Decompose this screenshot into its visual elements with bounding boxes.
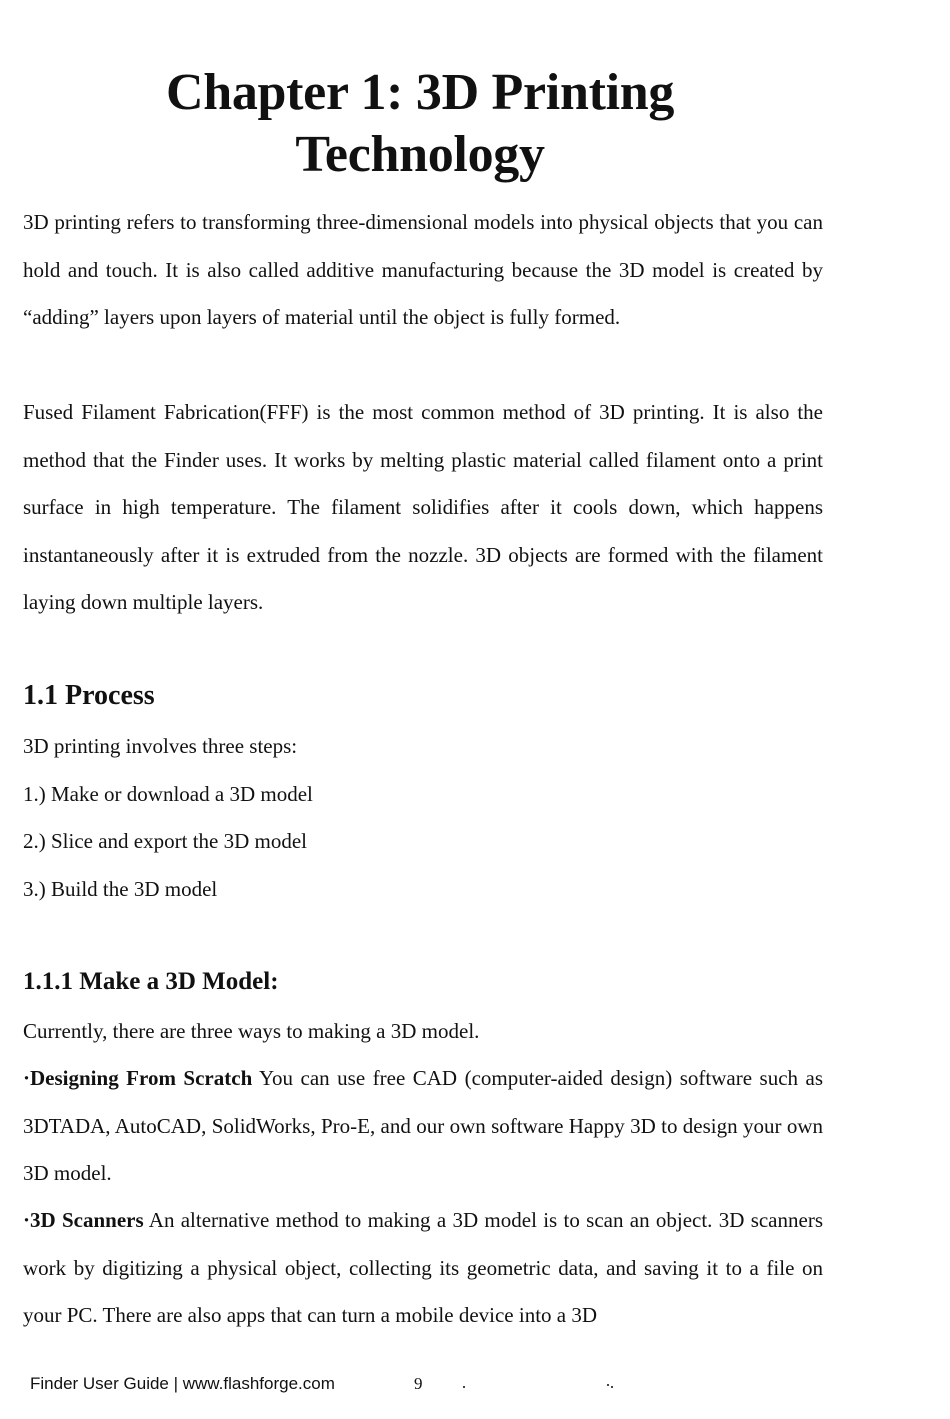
- footer-guide-link: Finder User Guide | www.flashforge.com: [30, 1374, 335, 1393]
- method-text: An alternative method to making a 3D model is to scan an object. 3D scanners work by digitizing a physical object, collecting its geometric data, and saving it to a file on your PC. There are also apps that can turn a mobile device into a 3D: [23, 1208, 823, 1327]
- chapter-title-line-1: Chapter 1: 3D Printing: [165, 64, 675, 121]
- make-model-intro: Currently, there are three ways to making a 3D model.: [23, 1019, 480, 1043]
- process-step-1: 1.) Make or download a 3D model: [23, 782, 313, 806]
- method-lead: ·3D Scanners: [23, 1208, 144, 1232]
- footer-mark: [463, 1386, 465, 1388]
- process-intro: 3D printing involves three steps:: [23, 734, 298, 758]
- process-heading: 1.1 Process: [23, 680, 155, 711]
- method-designing-from-scratch: [23, 1055, 823, 1198]
- process-step-2: 2.) Slice and export the 3D model: [23, 829, 308, 853]
- method-lead: ·Designing From Scratch: [23, 1066, 253, 1090]
- method-3d-scanners: [23, 1197, 823, 1340]
- footer-mark: [607, 1384, 609, 1386]
- intro-paragraph-1: 3D printing refers to transforming three-dimensional models into physical objects that you can hold and touch. It is also called additive manufacturing because the 3D model is created by “adding” layers upon layers of material until the object is fully formed.: [23, 210, 823, 329]
- chapter-title-line-2: Technology: [295, 126, 545, 183]
- page-number: 9: [414, 1374, 423, 1393]
- method-text: You can use free CAD (computer-aided design) software such as 3DTADA, AutoCAD, SolidWorks, Pro-E, and our own software Happy 3D to design your own 3D model.: [23, 1066, 823, 1185]
- process-step-3: 3.) Build the 3D model: [23, 877, 218, 901]
- intro-paragraph-2: Fused Filament Fabrication(FFF) is the most common method of 3D printing. It is also the method that the Finder uses. It works by melting plastic material called filament onto a print surface in high temperature. The filament solidifies after it cools down, which happens instantaneously after it is extruded from the nozzle. 3D objects are formed with the filament laying down multiple layers.: [23, 400, 823, 614]
- footer-mark: [611, 1386, 613, 1388]
- make-model-heading: 1.1.1 Make a 3D Model:: [23, 968, 279, 995]
- chapter-title: [0, 62, 840, 186]
